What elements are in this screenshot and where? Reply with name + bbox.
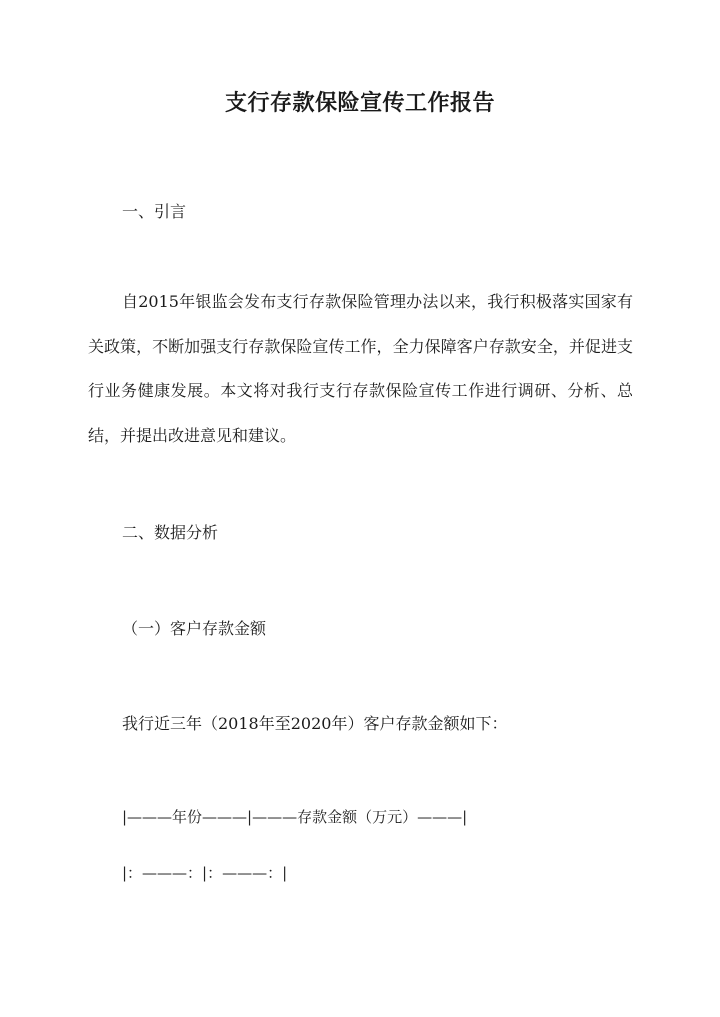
table-separator-row: |：———：|：———：|	[122, 864, 288, 882]
section-heading-introduction: 一、引言	[122, 202, 187, 221]
section-heading-data-analysis: 二、数据分析	[122, 523, 219, 542]
subsection-heading-customer-deposits: （一）客户存款金额	[122, 619, 267, 638]
introduction-paragraph: 自2015年银监会发布支行存款保险管理办法以来，我行积极落实国家有关政策，不断加强支行存款保险宣传工作，全力保障客户存款安全，并促进支行业务健康发展。本文将对我行支行存款保险宣传工作进行调研、分析、总结，并提出改进意见和建议。	[88, 292, 633, 446]
table-header-row: |———年份———|———存款金额（万元）———|	[122, 808, 468, 826]
deposit-table-intro: 我行近三年（2018年至2020年）客户存款金额如下：	[122, 714, 508, 733]
document-title: 支行存款保险宣传工作报告	[224, 90, 495, 116]
